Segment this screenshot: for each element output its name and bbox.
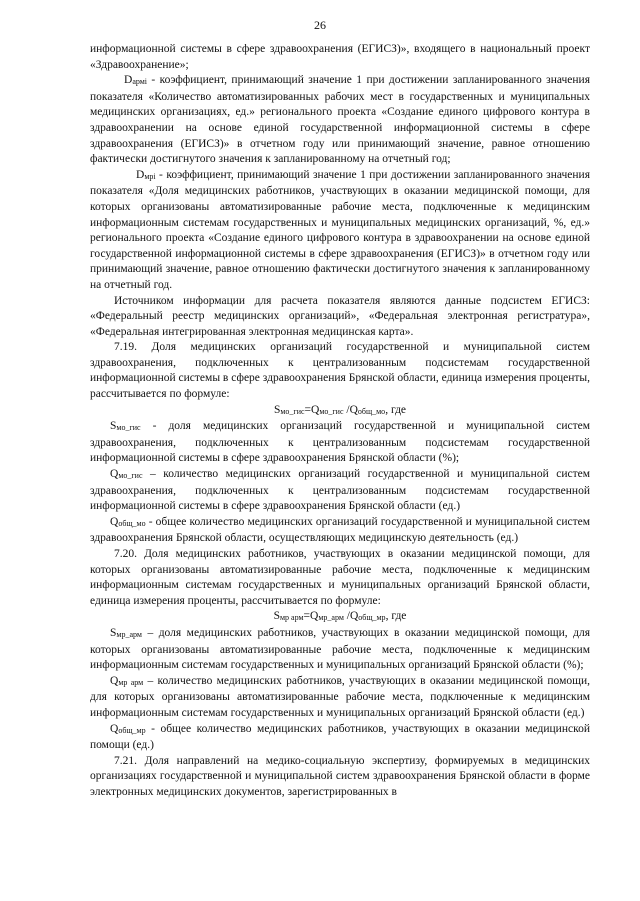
subscript: мрi bbox=[144, 171, 156, 181]
page-number: 26 bbox=[314, 18, 326, 32]
paragraph-d-arm: Dармi - коэффициент, принимающий значение 1 при достижении запланированного значения показателя «Количество автоматизированных рабочих мест в государственных и муниципальных медицинских организациях, ед.» регионального проекта «Создание единого цифрового контура в здравоохранении на основе единой государственной информационной системы в сфере здравоохранения (ЕГИСЗ)» в отчетном году или принимающий значение, равное отношению фактически достигнутого значения к запланированному на отчетный год; bbox=[90, 74, 590, 166]
definition-q-obsch-mo: Qобщ_мо - общее количество медицинских организаций государственной и муниципальной систем здравоохранения Брянской области, осуществляющих медицинскую деятельность (ед.) bbox=[90, 515, 590, 545]
paragraph-7-21: 7.21. Доля направлений на медико-социальную экспертизу, формируемых в медицинских организациях государственной и муниципальной систем здравоохранения Брянской области в форме электронных медицинских документов, зарегистрированных в bbox=[90, 754, 590, 798]
definition-s-mr-arm: Sмр_арм – доля медицинских работников, участвующих в оказании медицинской помощи, для которых организованы автоматизированные рабочие места, подключенные к медицинским информационным системам государственных и муниципальных организаций Брянской области (%); bbox=[90, 626, 590, 672]
definition-q-mo-gis: Qмо_гис – количество медицинских организаций государственной и муниципальной систем здравоохранения, подключенных к централизованным подсистемам государственной информационной системы в сфере здравоохранения Брянской области (ед.) bbox=[90, 468, 590, 513]
definition-q-obsch-mr: Qобщ_мр - общее количество медицинских работников, участвующих в оказании медицинской помощи (ед.) bbox=[90, 722, 590, 752]
definition-q-mr-arm: Qмр арм – количество медицинских работников, участвующих в оказании медицинской помощи, для которых организованы автоматизированные рабочие места, подключенные к медицинским информационным системам государственных и муниципальных организаций Брянской области (ед.) bbox=[90, 674, 590, 719]
paragraph-d-mr: Dмрi - коэффициент, принимающий значение 1 при достижении запланированного значения показателя «Доля медицинских работников, участвующих в оказании медицинской помощи, для которых организованы автоматизированные рабочие места, подключенные к медицинским информационным системам государственных и муниципальных медицинских организаций, %, ед.» регионального проекта «Создание единого цифрового контура в здравоохранении на основе единой государственной информационной системы в сфере здравоохранения (ЕГИСЗ)» в отчетном году или принимающий значение, равное отношению фактически достигнутого значения к запланированному на отчетный год. bbox=[90, 168, 590, 291]
document-body bbox=[90, 42, 590, 801]
subscript: армi bbox=[132, 77, 148, 87]
definition-s-mo-gis: Sмо_гис - доля медицинских организаций государственной и муниципальной систем здравоохранения, подключенных к централизованным подсистемам государственной информационной системы в сфере здравоохранения Брянской области (%); bbox=[90, 420, 590, 465]
formula-7-19: Sмо_гис=Qмо_гис /Qобщ_мо, где bbox=[273, 403, 407, 416]
paragraph-7-20: 7.20. Доля медицинских работников, участвующих в оказании медицинской помощи, для которых организованы автоматизированные рабочие места, подключенные к медицинским информационным системам государственных и муниципальных организаций Брянской области, единица измерения проценты, рассчитывается по формуле: bbox=[90, 548, 590, 607]
paragraph-egisz-continuation: информационной системы в сфере здравоохранения (ЕГИСЗ)», входящего в национальный проект «Здравоохранение»; bbox=[90, 43, 590, 71]
formula-7-20: Sмр арм=Qмр_арм /Qобщ_мр, где bbox=[273, 610, 407, 623]
paragraph-information-source: Источником информации для расчета показателя являются данные подсистем ЕГИСЗ: «Федеральный реестр медицинских организаций», «Федеральная электронная регистратура», «Федеральная интегрированная электронная медицинская карта». bbox=[90, 294, 590, 338]
paragraph-7-19: 7.19. Доля медицинских организаций государственной и муниципальной систем здравоохранения, подключенных к централизованным подсистемам государственной информационной системы в сфере здравоохранения Брянской области, единица измерения проценты, рассчитывается по формуле: bbox=[90, 341, 590, 401]
